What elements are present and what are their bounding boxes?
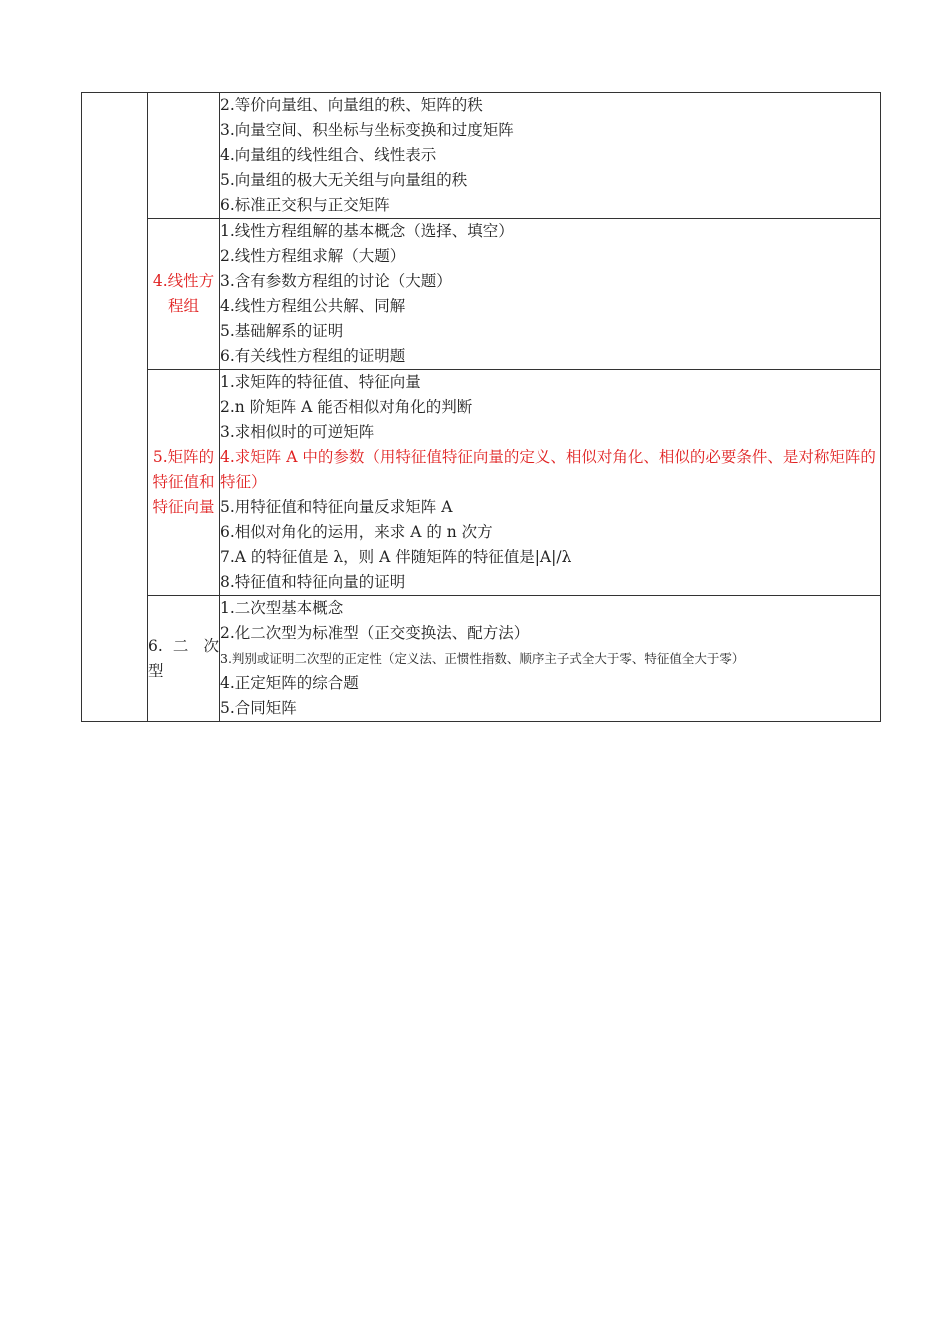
topic-cell: 6. 二 次 型 [148, 596, 220, 722]
list-item-highlighted: 4.求矩阵 A 中的参数（用特征值特征向量的定义、相似对角化、相似的必要条件、是对称矩阵的特征） [220, 448, 876, 491]
list-item: 5.向量组的极大无关组与向量组的秩 [220, 171, 468, 189]
list-item: 2.n 阶矩阵 A 能否相似对角化的判断 [220, 398, 473, 416]
list-item: 6.有关线性方程组的证明题 [220, 347, 406, 365]
items-cell [220, 596, 881, 722]
section-row-quadratic-forms [82, 596, 881, 722]
chapter-cell [82, 93, 148, 722]
list-item: 5.用特征值和特征向量反求矩阵 A [220, 498, 453, 516]
list-item: 2.等价向量组、向量组的秩、矩阵的秩 [220, 96, 483, 114]
list-item: 4.线性方程组公共解、同解 [220, 297, 406, 315]
list-item: 1.线性方程组解的基本概念（选择、填空） [220, 222, 514, 240]
items-cell [220, 93, 881, 219]
section-row-eigen [82, 370, 881, 596]
list-item: 3.向量空间、积坐标与坐标变换和过度矩阵 [220, 121, 514, 139]
list-item: 6.相似对角化的运用，来求 A 的 n 次方 [220, 523, 493, 541]
list-item: 4.向量组的线性组合、线性表示 [220, 146, 437, 164]
section-row-linear-equations [82, 219, 881, 370]
topic-cell: 5.矩阵的特征值和特征向量 [148, 370, 220, 596]
list-item: 3.求相似时的可逆矩阵 [220, 423, 375, 441]
topic-cell [148, 93, 220, 219]
section-row-vectors [82, 93, 881, 219]
list-item: 5.合同矩阵 [220, 699, 297, 717]
list-item: 2.化二次型为标准型（正交变换法、配方法） [220, 624, 530, 642]
list-item: 6.标准正交积与正交矩阵 [220, 196, 390, 214]
items-cell [220, 370, 881, 596]
list-item: 2.线性方程组求解（大题） [220, 247, 406, 265]
list-item: 3.含有参数方程组的讨论（大题） [220, 272, 452, 290]
list-item: 3.判别或证明二次型的正定性（定义法、正惯性指数、顺序主子式全大于零、特征值全大于零） [220, 651, 745, 666]
items-cell [220, 219, 881, 370]
list-item: 7.A 的特征值是 λ，则 A 伴随矩阵的特征值是|A|/λ [220, 548, 572, 566]
list-item: 5.基础解系的证明 [220, 322, 344, 340]
topic-cell: 4.线性方程组 [148, 219, 220, 370]
list-item: 8.特征值和特征向量的证明 [220, 573, 406, 591]
list-item: 1.求矩阵的特征值、特征向量 [220, 373, 421, 391]
outline-table [81, 92, 881, 722]
list-item: 1.二次型基本概念 [220, 599, 344, 617]
list-item: 4.正定矩阵的综合题 [220, 674, 359, 692]
